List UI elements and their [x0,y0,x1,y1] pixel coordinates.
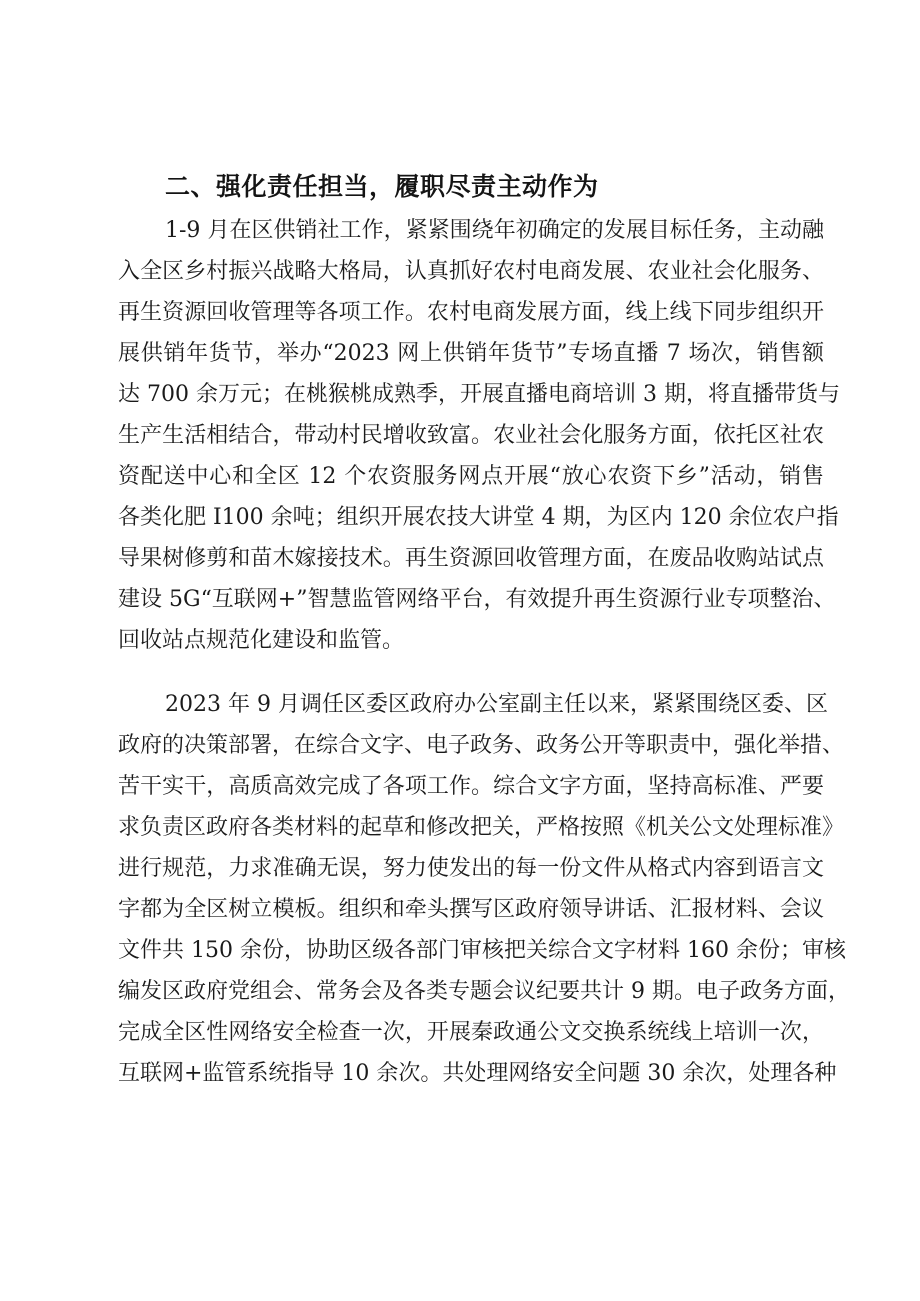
paragraph-line: 完成全区性网络安全检查一次，开展秦政通公文交换系统线上培训一次， [118,1020,824,1045]
paragraph-line: 建设 5G“互联网+”智慧监管网络平台，有效提升再生资源行业专项整治、 [118,587,836,612]
paragraph-line: 互联网+监管系统指导 10 余次。共处理网络安全问题 30 余次，处理各种 [118,1061,837,1086]
paragraph-line: 进行规范，力求准确无误，努力使发出的每一份文件从格式内容到语言文 [118,856,824,881]
paragraph-line: 苦干实干，高质高效完成了各项工作。综合文字方面，坚持高标准、严要 [118,774,824,799]
paragraph-line: 2023 年 9 月调任区委区政府办公室副主任以来，紧紧围绕区委、区 [165,692,828,717]
paragraph-line: 字都为全区树立模板。组织和牵头撰写区政府领导讲话、汇报材料、会议 [118,897,824,922]
paragraph-line: 导果树修剪和苗木嫁接技术。再生资源回收管理方面，在废品收购站试点 [118,546,824,571]
paragraph-line: 生产生活相结合，带动村民增收致富。农业社会化服务方面，依托区社农 [118,423,824,448]
paragraph-line: 求负责区政府各类材料的起草和修改把关，严格按照《机关公文处理标准》 [118,815,845,840]
paragraph-line: 政府的决策部署，在综合文字、电子政务、政务公开等职责中，强化举措、 [118,733,845,758]
paragraph-line: 编发区政府党组会、常务会及各类专题会议纪要共计 9 期。电子政务方面， [118,979,850,1004]
section-heading: 二、强化责任担当，履职尽责主动作为 [165,172,599,201]
paragraph-line: 达 700 余万元；在桃猴桃成熟季，开展直播电商培训 3 期，将直播带货与 [118,382,840,407]
paragraph-line: 再生资源回收管理等各项工作。农村电商发展方面，线上线下同步组织开 [118,300,824,325]
paragraph-line: 各类化肥 I100 余吨；组织开展农技大讲堂 4 期，为区内 120 余位农户指 [118,505,839,530]
paragraph-line: 1-9 月在区供销社工作，紧紧围绕年初确定的发展目标任务，主动融 [165,218,824,243]
paragraph-line: 入全区乡村振兴战略大格局，认真抓好农村电商发展、农业社会化服务、 [118,259,824,284]
paragraph-line: 文件共 150 余份，协助区级各部门审核把关综合文字材料 160 余份；审核 [118,938,846,963]
paragraph-line: 回收站点规范化建设和监管。 [118,628,405,653]
paragraph-line: 资配送中心和全区 12 个农资服务网点开展“放心农资下乡”活动，销售 [118,464,824,489]
paragraph-line: 展供销年货节，举办“2023 网上供销年货节”专场直播 7 场次，销售额 [118,341,824,366]
